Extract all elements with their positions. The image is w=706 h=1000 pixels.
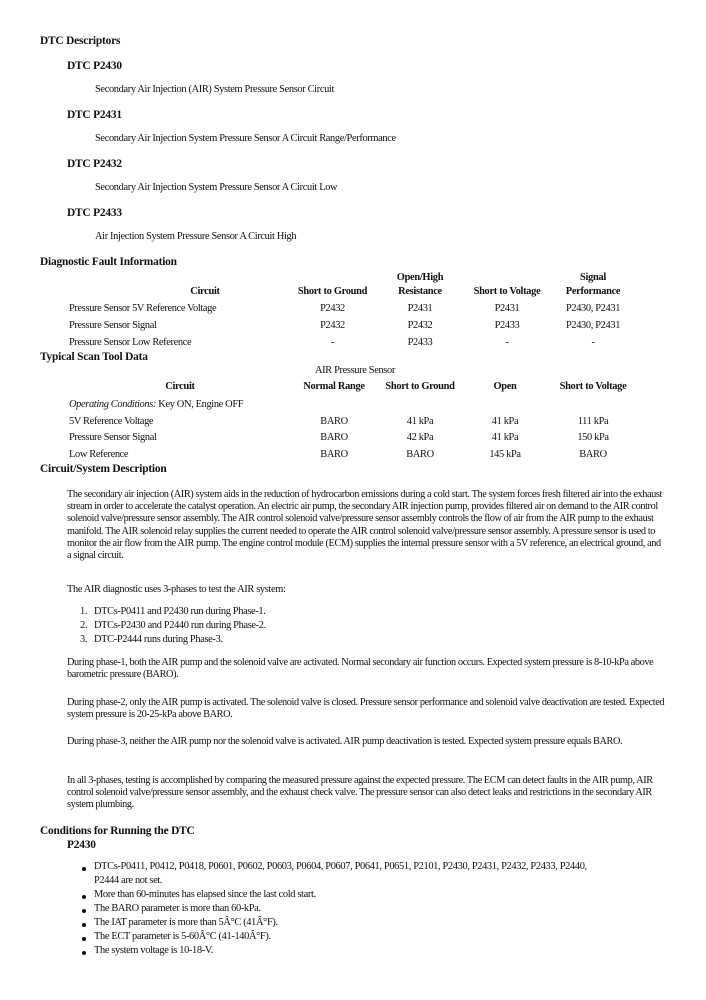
- scan-cell: 150 kPa: [577, 432, 609, 443]
- operating-conditions-value: Key ON, Engine OFF: [156, 399, 244, 410]
- scan-col-open: Open: [493, 381, 517, 392]
- fault-cell: Pressure Sensor 5V Reference Voltage: [69, 303, 217, 314]
- fault-col-circuit: Circuit: [190, 286, 220, 297]
- dtc-descriptors-heading: DTC Descriptors: [40, 35, 121, 47]
- dtc-description: Air Injection System Pressure Sensor A Circuit High: [95, 231, 297, 242]
- bullet-icon: [82, 937, 86, 941]
- fault-cell: P2433: [407, 337, 433, 348]
- fault-cell: P2430, P2431: [565, 303, 621, 314]
- description-paragraph: During phase-1, both the AIR pump and the solenoid valve are activated. Normal secondary air function occurs. Expected system pressure is 8-10-kPa above barometric pressure (BARO).: [67, 657, 654, 681]
- scan-col-short-voltage: Short to Voltage: [559, 381, 627, 392]
- conditions-subheading: P2430: [67, 839, 96, 851]
- fault-col-open-high-2: Resistance: [398, 286, 442, 297]
- fault-cell: P2431: [494, 303, 520, 314]
- conditions-heading: Conditions for Running the DTC: [40, 825, 195, 837]
- scan-cell: 41 kPa: [491, 432, 519, 443]
- fault-cell: -: [330, 337, 335, 348]
- phase-number: 2.: [80, 620, 88, 631]
- scan-cell: BARO: [320, 449, 348, 460]
- scan-cell: BARO: [320, 432, 348, 443]
- fault-info-heading: Diagnostic Fault Information: [40, 256, 177, 268]
- scan-tool-heading: Typical Scan Tool Data: [40, 351, 148, 363]
- description-paragraph: In all 3-phases, testing is accomplished by comparing the measured pressure against the expected pressure. The ECM can detect faults in the AIR pump, AIR control solenoid valve/pressure sensor assembly, and the exhaust check valve. The pressure sensor can also detect leaks and restrictions in the secondary AIR system plumbing.: [67, 775, 653, 811]
- bullet-icon: [82, 867, 86, 871]
- fault-col-short-ground: Short to Ground: [297, 286, 368, 297]
- fault-col-open-high-1: Open/High: [396, 272, 444, 283]
- bullet-icon: [82, 923, 86, 927]
- fault-col-signal-2: Performance: [565, 286, 621, 297]
- scan-col-circuit: Circuit: [165, 381, 195, 392]
- dtc-description: Secondary Air Injection (AIR) System Pressure Sensor Circuit: [95, 84, 335, 95]
- description-paragraph: During phase-2, only the AIR pump is activated. The solenoid valve is closed. Pressure sensor performance and solenoid valve deactivation are tested. Expected system pressure is 20-25-kPa above BARO.: [67, 697, 665, 721]
- circuit-description-heading: Circuit/System Description: [40, 463, 167, 475]
- dtc-code: DTC P2432: [67, 158, 122, 170]
- condition-item: The system voltage is 10-18-V.: [94, 945, 213, 956]
- scan-cell: Low Reference: [69, 449, 129, 460]
- scan-group-header: AIR Pressure Sensor: [315, 365, 395, 376]
- fault-cell: -: [505, 337, 509, 348]
- fault-cell: P2433: [494, 320, 520, 331]
- fault-col-short-voltage: Short to Voltage: [473, 286, 541, 297]
- fault-cell: Pressure Sensor Low Reference: [69, 337, 192, 348]
- fault-cell: -: [591, 337, 595, 348]
- phase-number: 3.: [80, 634, 88, 645]
- fault-cell: P2430, P2431: [565, 320, 621, 331]
- fault-cell: P2431: [407, 303, 433, 314]
- dtc-code: DTC P2431: [67, 109, 122, 121]
- condition-item: The BARO parameter is more than 60-kPa.: [94, 903, 261, 914]
- dtc-code: DTC P2430: [67, 60, 122, 72]
- scan-cell: BARO: [320, 416, 348, 427]
- description-paragraph: The secondary air injection (AIR) system aids in the reduction of hydrocarbon emissions during a cold start. The system forces fresh filtered air into the exhaust stream in order to accelerate the catalyst operation. An electric air pump, the secondary AIR injection pump, provides filtered air on demand to the AIR control solenoid valve/pressure sensor assembly. The AIR control solenoid valve/pressure sensor assembly controls the flow of air from the AIR pump to the exhaust manifold. The AIR solenoid relay supplies the current needed to operate the AIR control solenoid valve/pressure sensor assembly. A pressure sensor is used to monitor the air flow from the AIR pump. The engine control module (ECM) supplies the internal pressure sensor with a 5V reference, an electrical ground, and a signal circuit.: [67, 489, 662, 562]
- dtc-description: Secondary Air Injection System Pressure Sensor A Circuit Range/Performance: [95, 133, 396, 144]
- scan-cell: BARO: [579, 449, 607, 460]
- phase-item: DTCs-P2430 and P2440 run during Phase-2.: [94, 620, 266, 631]
- dtc-description: Secondary Air Injection System Pressure Sensor A Circuit Low: [95, 182, 338, 193]
- scan-col-normal: Normal Range: [303, 381, 365, 392]
- operating-conditions-label: Operating Conditions:: [69, 399, 157, 410]
- scan-cell: 41 kPa: [491, 416, 519, 427]
- bullet-icon: [82, 909, 86, 913]
- scan-cell: Pressure Sensor Signal: [69, 432, 157, 443]
- operating-conditions: [69, 399, 243, 410]
- description-paragraph: During phase-3, neither the AIR pump nor the solenoid valve is activated. AIR pump deactivation is tested. Expected system pressure equals BARO.: [67, 736, 623, 747]
- bullet-icon: [82, 951, 86, 955]
- phase-number: 1.: [80, 606, 88, 617]
- phase-item: DTC-P2444 runs during Phase-3.: [94, 634, 223, 645]
- phase-item: DTCs-P0411 and P2430 run during Phase-1.: [94, 606, 266, 617]
- bullet-icon: [82, 895, 86, 899]
- condition-item-continued: P2444 are not set.: [94, 875, 163, 886]
- condition-item: DTCs-P0411, P0412, P0418, P0601, P0602, P0603, P0604, P0607, P0641, P0651, P2101, P2430, P2431, P2432, P2433, P2440,: [94, 861, 587, 872]
- description-paragraph: The AIR diagnostic uses 3-phases to test the AIR system:: [67, 584, 286, 595]
- scan-cell: 41 kPa: [406, 416, 434, 427]
- scan-cell: 145 kPa: [489, 449, 521, 460]
- condition-item: The IAT parameter is more than 5Â°C (41Â°F).: [94, 917, 278, 928]
- dtc-code: DTC P2433: [67, 207, 122, 219]
- scan-cell: 42 kPa: [406, 432, 434, 443]
- condition-item: More than 60-minutes has elapsed since the last cold start.: [94, 889, 316, 900]
- condition-item: The ECT parameter is 5-60Â°C (41-140Â°F).: [94, 931, 271, 942]
- scan-cell: 111 kPa: [577, 416, 609, 427]
- fault-cell: P2432: [320, 320, 345, 331]
- fault-cell: P2432: [407, 320, 433, 331]
- fault-cell: Pressure Sensor Signal: [69, 320, 157, 331]
- scan-cell: BARO: [406, 449, 434, 460]
- fault-col-signal-1: Signal: [580, 272, 606, 283]
- scan-col-short-ground: Short to Ground: [385, 381, 455, 392]
- scan-cell: 5V Reference Voltage: [69, 416, 154, 427]
- fault-cell: P2432: [320, 303, 345, 314]
